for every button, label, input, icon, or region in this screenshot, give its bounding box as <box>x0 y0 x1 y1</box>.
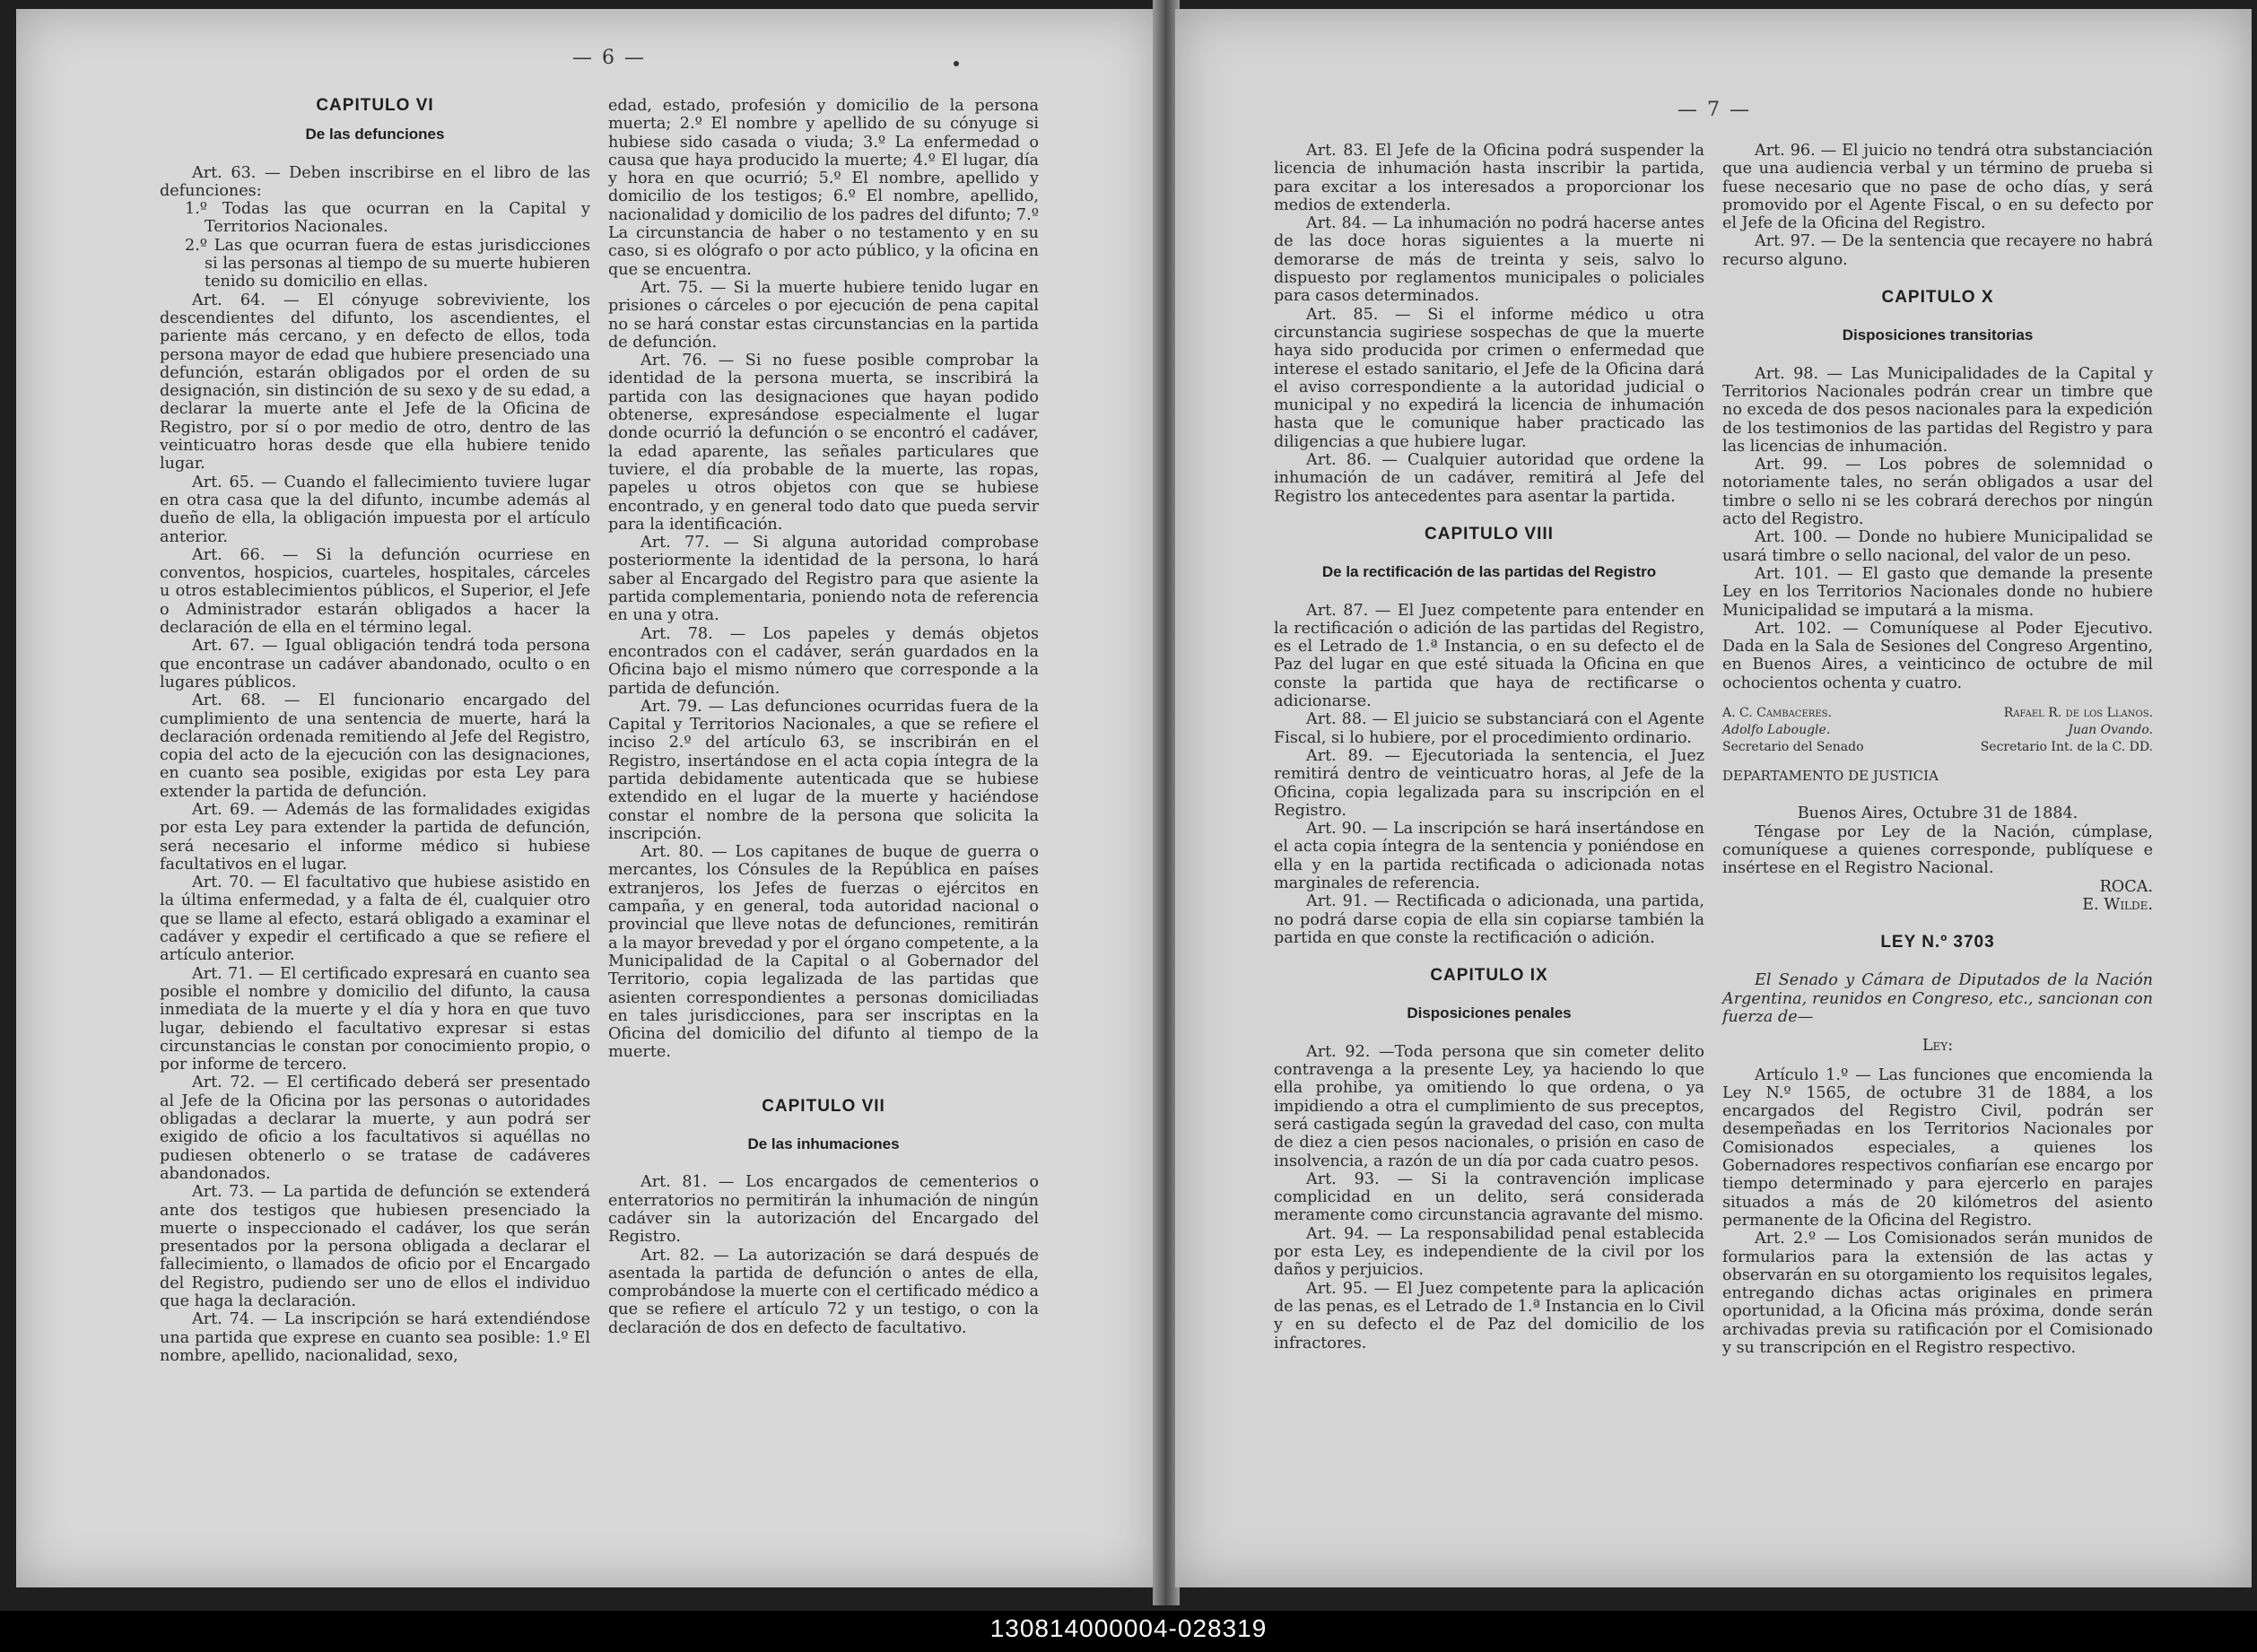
right-column-2 <box>1722 142 2153 1357</box>
chapter-subtitle: Disposiciones transitorias <box>1842 326 2034 344</box>
article: Art. 95. — El Juez competente para la aplicación de las penas, es el Letrado de 1.ª Instancia en lo Civil y en su defecto el de Paz del domicilio de los infractores. <box>1274 1279 1704 1352</box>
article: Art. 83. El Jefe de la Oficina podrá suspender la licencia de inhumación hasta inscribir la partida, para excitar a los interesados a proporcionar los medios de extenderla. <box>1274 142 1704 214</box>
chapter-heading: CAPITULO VI <box>316 96 434 115</box>
article: Art. 76. — Si no fuese posible comprobar la identidad de la persona muerta, se inscribirá la partida con las designaciones que hayan podido obtenerse, expresándose especialmente el lugar donde ocurrió la defunción o se encontró el cadáver, la edad aparente, las señales particulares que tuviere, el día probable de la muerte, las ropas, papeles u otros objetos con que se hubiese encontrado, y en general todo dato que pueda servir para la identificación. <box>608 352 1039 534</box>
article: Art. 67. — Igual obligación tendrá toda persona que encontrase un cadáver abandonado, oculto o en lugares públicos. <box>160 637 590 691</box>
chapter-subtitle: De las inhumaciones <box>747 1135 900 1153</box>
article: Art. 101. — El gasto que demande la presente Ley en los Territorios Nacionales donde no hubiere Municipalidad se imputará a la misma. <box>1722 564 2153 620</box>
signatures <box>1722 705 2153 756</box>
left-column-2 <box>608 97 1039 1337</box>
left-column-1 <box>160 97 590 1365</box>
signature-name: Rafael R. de los Llanos. <box>2003 706 2153 721</box>
article: Art. 77. — Si alguna autoridad comprobase posteriormente la identidad de la persona, lo hará saber al Encargado del Registro para que asiente la partida complementaria, poniendo nota de referencia en una y otra. <box>608 534 1039 625</box>
article: Art. 100. — Donde no hubiere Municipalidad se usará timbre o sello nacional, del valor de un peso. <box>1722 528 2153 565</box>
article: Art. 78. — Los papeles y demás objetos encontrados con el cadáver, serán guardados en la Oficina bajo el mismo número que corresponde a la partida de defunción. <box>608 624 1039 698</box>
article: Art. 97. — De la sentencia que recayere no habrá recurso alguno. <box>1722 232 2153 269</box>
signature-left <box>1722 705 1864 756</box>
signer: ROCA. <box>2099 877 2153 896</box>
law-title: LEY N.º 3703 <box>1880 933 1995 952</box>
signature-name: Juan Ovando. <box>2068 723 2153 738</box>
article: Art. 68. — El funcionario encargado del cumplimiento de una sentencia de muerte, hará la declaración ordenada remitiendo al Jefe del Registro, copia del acto de la ejecución con las designaciones, en cuanto sea posible, exigidas por esta Ley para extender la partida de defunción. <box>160 691 590 801</box>
article: Art. 84. — La inhumación no podrá hacerse antes de las doce horas siguientes a la muerte ni demorarse de más de treinta y seis, salvo lo dispuesto por reglamentos municipales o policiales para casos determinados. <box>1274 214 1704 306</box>
signature-role: Secretario Int. de la C. DD. <box>1980 740 2153 755</box>
article-item: 1.º Todas las que ocurran en la Capital y Territorios Nacionales. <box>185 200 590 237</box>
article: Art. 70. — El facultativo que hubiese asistido en la última enfermedad, y a falta de él, cualquier otro que se llame al efecto, estará obligado a examinar el cadáver y expedir el certificado a que se refiere el artículo anterior. <box>160 874 590 965</box>
signature-right <box>1981 705 2153 756</box>
signer: E. Wilde. <box>2082 895 2153 914</box>
article: Art. 79. — Las defunciones ocurridas fuera de la Capital y Territorios Nacionales, a que se refiere el inciso 2.º del artículo 63, se inscribirán en el Registro, insertándose en el acta copia íntegra de la partida debidamente autenticada que se hubiese extendido en el lugar de la muerte y haciéndose constar el nombre de la persona que solicita la inscripción. <box>608 697 1039 843</box>
left-page <box>16 9 1157 1587</box>
article: Artículo 1.º — Las funciones que encomienda la Ley N.º 1565, de octubre 31 de 1884, a los encargados del Registro Civil, podrán ser desempeñadas en los Territorios Nacionales por Comisionados especiales, a quienes los Gobernadores respectivos confiarían ese encargo por tiempo determinado y para ejercerlo en parajes situados a más de 20 kilómetros del asiento permanente de la Oficina del Registro. <box>1722 1065 2153 1230</box>
ink-dot <box>954 61 959 66</box>
article: Art. 99. — Los pobres de solemnidad o notoriamente tales, no serán obligados a usar del timbre o sello ni se les cobrará derechos por ningún acto del Registro. <box>1722 456 2153 529</box>
signature-name: A. C. Cambaceres. <box>1722 706 1832 721</box>
article: Art. 90. — La inscripción se hará insertándose en el acta copia íntegra de la sentencia y poniéndose en ella y en la partida rectificada o adicionada notas marginales de referencia. <box>1274 820 1704 892</box>
article: Art. 69. — Además de las formalidades exigidas por esta Ley para extender la partida de defunción, será necesario el informe médico si hubiese facultativos en el lugar. <box>160 800 590 874</box>
article: Art. 89. — Ejecutoriada la sentencia, el Juez remitirá dentro de veinticuatro horas, al Jefe de la Oficina, copia legalizada para su inscripción en el Registro. <box>1274 746 1704 820</box>
article: Art. 64. — El cónyuge sobreviviente, los descendientes del difunto, los ascendientes, el pariente más cercano, y en defecto de ellos, toda persona mayor de edad que hubiere presenciado una defunción, estarán obligados por el orden de su designación, sin distinción de su sexo y de su edad, a declarar la muerte ante el Jefe de la Oficina de Registro, por sí o por medio de otro, dentro de las veinticuatro horas desde que ella hubiere tenido lugar. <box>160 291 590 474</box>
chapter-heading: CAPITULO X <box>1881 288 1994 308</box>
chapter-heading: CAPITULO IX <box>1430 966 1548 986</box>
article: Art. 85. — Si el informe médico u otra circunstancia sugiriese sospechas de que la muerte haya sido producida por crimen o enfermedad que interese el estado sanitario, el Jefe de la Oficina dará el aviso correspondiente a la autoridad judicial o municipal y no expedirá la licencia de inhumación hasta que le comunique haber practicado las diligencias a que hubiere lugar. <box>1274 305 1704 451</box>
article: Art. 82. — La autorización se dará después de asentada la partida de defunción o antes de ella, comprobándose la muerte con el certificado médico a que se refiere el artículo 72 y un testigo, o con la declaración de dos en defecto de facultativo. <box>608 1246 1039 1337</box>
chapter-subtitle: Disposiciones penales <box>1407 1004 1572 1022</box>
article: Art. 63. — Deben inscribirse en el libro de las defunciones: <box>160 163 590 200</box>
chapter-heading: CAPITULO VII <box>762 1096 885 1116</box>
article: Art. 73. — La partida de defunción se extenderá ante dos testigos que hubiesen presenciado la muerte o inspeccionado el cadáver, los que serán presentados por la persona obligada a declarar el fallecimiento, o llamados de oficio por el Encargado del Registro, pudiendo ser uno de ellos el individuo que haga la declaración. <box>160 1183 590 1310</box>
department: DEPARTAMENTO DE JUSTICIA <box>1722 768 1939 785</box>
article: Art. 102. — Comuníquese al Poder Ejecutivo. Dada en la Sala de Sesiones del Congreso Argentino, en Buenos Aires, a veinticinco de octubre de mil ochocientos ochenta y cuatro. <box>1722 619 2153 692</box>
page-number-right: — 7 — <box>1678 99 1751 121</box>
law-label: Ley: <box>1922 1037 1954 1056</box>
article: Art. 96. — El juicio no tendrá otra substanciación que una audiencia verbal y un término de prueba si fuese necesario que no pase de ocho días, y será promovido por el Agente Fiscal, o en su defecto por el Jefe de la Oficina del Registro. <box>1722 142 2153 233</box>
document-id: 130814000004-028319 <box>989 1614 1268 1642</box>
chapter-subtitle: De las defunciones <box>305 126 445 143</box>
chapter-subtitle: De la rectificación de las partidas del Registro <box>1321 563 1657 581</box>
decree-text: Téngase por Ley de la Nación, cúmplase, comuníquese a quienes corresponde, publíquese e insértese en el Registro Nacional. <box>1722 822 2153 878</box>
article: Art. 66. — Si la defunción ocurriese en conventos, hospicios, cuarteles, hospitales, cárceles u otros establecimientos públicos, el Superior, el Jefe o Administrador estarán obligados a hacer la declaración de ella en el término legal. <box>160 545 590 638</box>
article: Art. 71. — El certificado expresará en cuanto sea posible el nombre y domicilio del difunto, la causa inmediata de la muerte y el día y hora en que tuvo lugar, debiendo el facultativo expresar si estas circunstancias le constan por conocimiento propio, o por informe de tercero. <box>160 964 590 1074</box>
article: edad, estado, profesión y domicilio de la persona muerta; 2.º El nombre y apellido de su cónyuge si hubiese sido casada o viuda; 3.º La enfermedad o causa que haya producido la muerte; 4.º El lugar, día y hora en que ocurrió; 5.º El nombre, apellido y domicilio de los testigos; 6.º El nombre, apellido, nacionalidad y domicilio de los padres del difunto; 7.º La circunstancia de haber o no testamento y en su caso, si es ológrafo o por acto público, y la oficina en que se encuentra. <box>608 97 1039 279</box>
article: Art. 92. —Toda persona que sin cometer delito contravenga a la presente Ley, ya haciendo lo que ella prohibe, ya omitiendo lo que ordena, o ya impidiendo a otra el cumplimiento de sus preceptos, será castigada según la gravedad del caso, con multa de diez a cien pesos nacionales, o prisión en caso de insolvencia, a razón de un día por cada cuatro pesos. <box>1274 1042 1704 1170</box>
article: Art. 65. — Cuando el fallecimiento tuviere lugar en otra casa que la del difunto, incumbe además al dueño de ella, la obligación impuesta por el artículo anterior. <box>160 473 590 546</box>
article: Art. 88. — El juicio se substanciará con el Agente Fiscal, si lo hubiere, por el procedimiento ordinario. <box>1274 710 1704 747</box>
right-page <box>1175 9 2252 1587</box>
article: Art. 2.º — Los Comisionados serán munidos de formularios para la extensión de las actas y observarán en su otorgamiento los requisitos legales, entregando dichas actas originales en primera oportunidad, a la Oficina más próxima, donde serán archivadas previa su ratificación por el Comisionado y su transcripción en el Registro respectivo. <box>1722 1230 2153 1358</box>
article-item: 2.º Las que ocurran fuera de estas jurisdicciones si las personas al tiempo de su muerte hubieren tenido su domicilio en ellas. <box>185 236 590 291</box>
page-number-left: — 6 — <box>572 47 646 69</box>
article: Art. 93. — Si la contravención implicase complicidad en un delito, será considerada meramente como circunstancia agravante del mismo. <box>1274 1169 1704 1225</box>
article: Art. 75. — Si la muerte hubiere tenido lugar en prisiones o cárceles o por ejecución de pena capital no se hará constar estas circunstancias en la partida de defunción. <box>608 278 1039 352</box>
article: Art. 94. — La responsabilidad penal establecida por esta Ley, es independiente de la civil por los daños y perjuicios. <box>1274 1224 1704 1280</box>
signature-role: Secretario del Senado <box>1722 740 1864 755</box>
signature-name: Adolfo Labougle. <box>1722 723 1831 738</box>
preamble: El Senado y Cámara de Diputados de la Nación Argentina, reunidos en Congreso, etc., sancionan con fuerza de— <box>1722 971 2153 1026</box>
right-column-1 <box>1274 142 1704 1352</box>
article: Art. 87. — El Juez competente para entender en la rectificación o adición de las partidas del Registro, es el Letrado de 1.ª Instancia, o en su defecto el de Paz del lugar en que esté situada la Oficina en que conste la partida que haya de rectificarse o adicionarse. <box>1274 601 1704 711</box>
article: Art. 91. — Rectificada o adicionada, una partida, no podrá darse copia de ella sin copiarse también la partida en que conste la rectificación o adición. <box>1274 892 1704 947</box>
article: Art. 98. — Las Municipalidades de la Capital y Territorios Nacionales podrán crear un timbre que no exceda de dos pesos nacionales para la expedición de los testimonios de las partidas del Registro y para las licencias de inhumación. <box>1722 364 2153 456</box>
article: Art. 80. — Los capitanes de buque de guerra o mercantes, los Cónsules de la República en países extranjeros, los Jefes de fuerzas o ejércitos en campaña, y en general, toda autoridad nacional o provincial que lleve notas de defunciones, remitirán a la mayor brevedad y por el órgano competente, a la Municipalidad de la Capital o al Gobernador del Territorio, copia legalizada de las partidas que asienten correspondientes a personas domiciliadas en tales jurisdicciones, para ser inscriptas en la Oficina del domicilio del difunto al tiempo de la muerte. <box>608 843 1039 1062</box>
chapter-heading: CAPITULO VIII <box>1425 524 1554 543</box>
decree-date: Buenos Aires, Octubre 31 de 1884. <box>1797 804 2078 823</box>
article: Art. 72. — El certificado deberá ser presentado al Jefe de la Oficina por las personas o autoridades obligadas a declarar la muerte, y aun podrá ser exigido de oficio a los facultativos si aquéllas no pudiesen obtenerlo o se tratase de cadáveres abandonados. <box>160 1074 590 1183</box>
article: Art. 81. — Los encargados de cementerios o enterratorios no permitirán la inhumación de ningún cadáver sin la autorización del Encargado del Registro. <box>608 1173 1039 1247</box>
article: Art. 86. — Cualquier autoridad que ordene la inhumación de un cadáver, remitirá al Jefe del Registro los antecedentes para asentar la partida. <box>1274 451 1704 506</box>
article: Art. 74. — La inscripción se hará extendiéndose una partida que exprese en cuanto sea posible: 1.º El nombre, apellido, nacionalidad, sexo, <box>160 1310 590 1365</box>
